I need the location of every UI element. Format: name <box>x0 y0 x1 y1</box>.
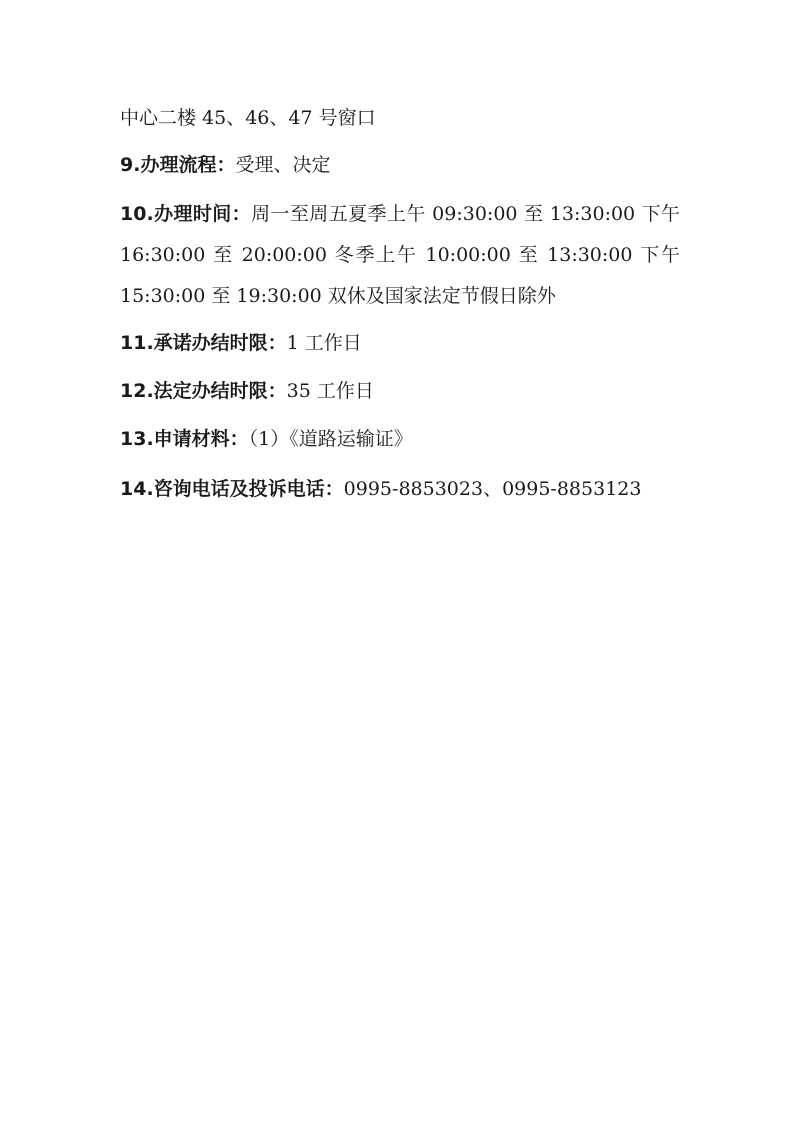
promised-time-item <box>120 331 680 355</box>
hours-label: 10.办理时间： <box>120 203 252 225</box>
hours-value-line1: 周一至周五夏季上午 09:30:00 至 13:30:00 下午 <box>251 203 680 225</box>
service-window-line <box>120 106 680 130</box>
process-item <box>120 153 680 177</box>
service-window-text: 中心二楼 45、46、47 号窗口 <box>120 107 376 129</box>
phone-label: 14.咨询电话及投诉电话： <box>120 478 344 500</box>
hours-item-line1 <box>120 202 680 226</box>
process-label: 9.办理流程： <box>120 154 236 176</box>
legal-time-value: 35 工作日 <box>286 380 374 402</box>
hours-item-line3 <box>120 284 680 308</box>
phone-value: 0995-8853023、0995-8853123 <box>343 478 642 500</box>
hours-value-line3: 15:30:00 至 19:30:00 双休及国家法定节假日除外 <box>120 285 556 307</box>
promised-time-value: 1 工作日 <box>286 332 362 354</box>
materials-value: （1）《道路运输证》 <box>248 428 413 450</box>
materials-label: 13.申请材料： <box>120 428 249 450</box>
legal-time-item <box>120 379 680 403</box>
hours-item-line2 <box>120 243 680 267</box>
promised-time-label: 11.承诺办结时限： <box>120 332 287 354</box>
legal-time-label: 12.法定办结时限： <box>120 380 287 402</box>
hours-value-line2: 16:30:00 至 20:00:00 冬季上午 10:00:00 至 13:30:00 下午 <box>120 244 680 266</box>
process-value: 受理、决定 <box>235 154 331 176</box>
materials-item <box>120 427 680 451</box>
phone-item <box>120 477 680 501</box>
